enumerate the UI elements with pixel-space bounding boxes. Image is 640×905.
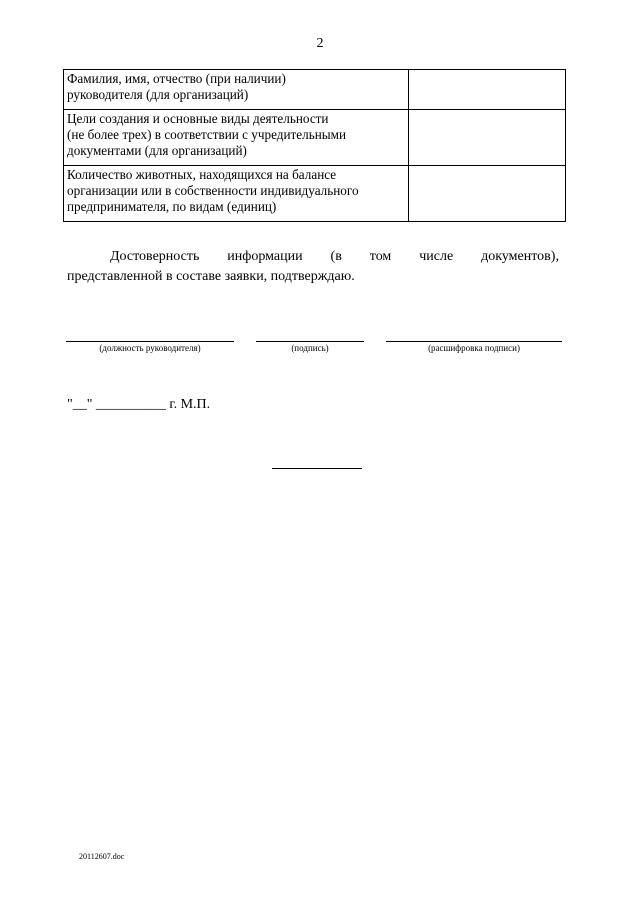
attestation-word: (в (330, 249, 342, 264)
row-label-cell (64, 70, 409, 110)
application-info-table (63, 69, 566, 222)
row-label-line: руководителя (для организаций) (67, 87, 249, 102)
decoding-caption: (расшифровка подписи) (428, 343, 520, 353)
row-value-cell (409, 110, 566, 166)
row-label-line: организации или в собственности индивидуального (67, 183, 359, 198)
row-label-line: документами (для организаций) (67, 143, 247, 158)
row-label-line: Фамилия, имя, отчество (при наличии) (67, 71, 286, 86)
row-label-cell (64, 166, 409, 222)
signature-decoding-line (386, 341, 562, 342)
file-name-footer: 20112607.doc (79, 852, 125, 861)
attestation-word: числе (419, 249, 454, 264)
row-label-line: Цели создания и основные виды деятельности (67, 111, 329, 126)
row-label-line: предпринимателя, по видам (единиц) (67, 199, 277, 214)
date-and-seal-line: "__" __________ г. М.П. (67, 397, 211, 412)
signature-line (256, 341, 364, 342)
row-value-cell (409, 70, 566, 110)
signature-caption: (подпись) (291, 343, 329, 353)
row-label-line: (не более трех) в соответствии с учредительными (67, 127, 347, 142)
attestation-word: информации (227, 249, 303, 264)
table-row (64, 166, 566, 222)
attestation-line-1 (67, 247, 559, 267)
table-row (64, 110, 566, 166)
table-row (64, 70, 566, 110)
position-signature-line (66, 341, 234, 342)
attestation-word: документов), (481, 249, 559, 264)
row-label-cell (64, 110, 409, 166)
row-label-line: Количество животных, находящихся на балансе (67, 167, 337, 182)
end-of-document-rule (272, 468, 362, 469)
row-value-cell (409, 166, 566, 222)
attestation-word: Достоверность (110, 249, 200, 264)
attestation-line-2: представленной в составе заявки, подтверждаю. (67, 269, 355, 284)
attestation-word: том (369, 249, 392, 264)
page-number: 2 (316, 36, 324, 51)
attestation-paragraph (67, 247, 559, 287)
position-caption: (должность руководителя) (99, 343, 201, 353)
